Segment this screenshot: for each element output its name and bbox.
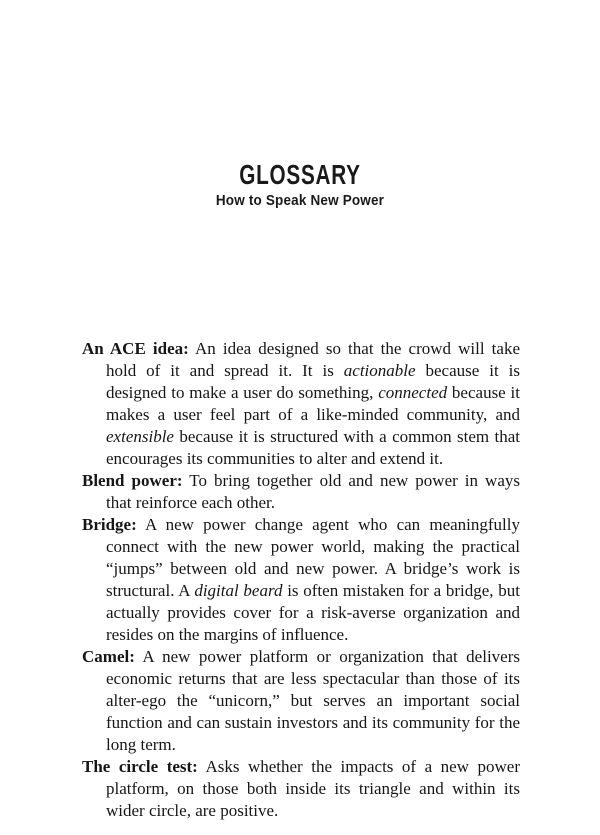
glossary-text: A new power change agent who can meaningfully connect with the new power world, making the practical “jumps” between old and new power. A bridge’s work is structural. A	[106, 515, 520, 600]
glossary-list	[82, 338, 520, 822]
page-subtitle: How to Speak New Power	[215, 192, 385, 209]
chapter-heading	[0, 160, 600, 210]
glossary-entry	[82, 646, 520, 756]
glossary-text: A new power platform or organization that delivers economic returns that are less spectacular than those of its alter-ego the “unicorn,” but serves an important social function and can sustain investors and its community for the long term.	[106, 647, 520, 754]
glossary-text: Asks whether the impacts of a new power platform, on those both inside its triangle and within its wider circle, are positive.	[106, 757, 521, 820]
glossary-term: Bridge:	[82, 515, 137, 534]
glossary-term: Blend power:	[82, 471, 183, 490]
glossary-text: is often mistaken for a bridge, but actually provides cover for a risk-averse organization and resides on the margins of influence.	[106, 581, 520, 644]
glossary-entry	[82, 470, 520, 514]
page-title: GLOSSARY	[239, 159, 361, 190]
glossary-text: because it is designed to make a user do something,	[106, 361, 520, 402]
glossary-term: An ACE idea:	[82, 339, 189, 358]
glossary-entry	[82, 756, 520, 822]
glossary-text-italic: connected	[378, 383, 448, 402]
glossary-text: To bring together old and new power in ways that reinforce each other.	[106, 471, 520, 512]
glossary-term: The circle test:	[82, 757, 198, 776]
glossary-text-italic: digital beard	[194, 581, 283, 600]
glossary-text-italic: actionable	[343, 361, 416, 380]
glossary-text: because it makes a user feel part of a like-minded community, and	[106, 383, 521, 424]
glossary-text: because it is structured with a common stem that encourages its communities to alter and extend it.	[106, 427, 520, 468]
glossary-term: Camel:	[82, 647, 135, 666]
glossary-text-italic: extensible	[106, 427, 174, 446]
glossary-entry	[82, 338, 520, 470]
glossary-entry	[82, 514, 520, 646]
glossary-text: An idea designed so that the crowd will take hold of it and spread it. It is	[106, 339, 520, 380]
